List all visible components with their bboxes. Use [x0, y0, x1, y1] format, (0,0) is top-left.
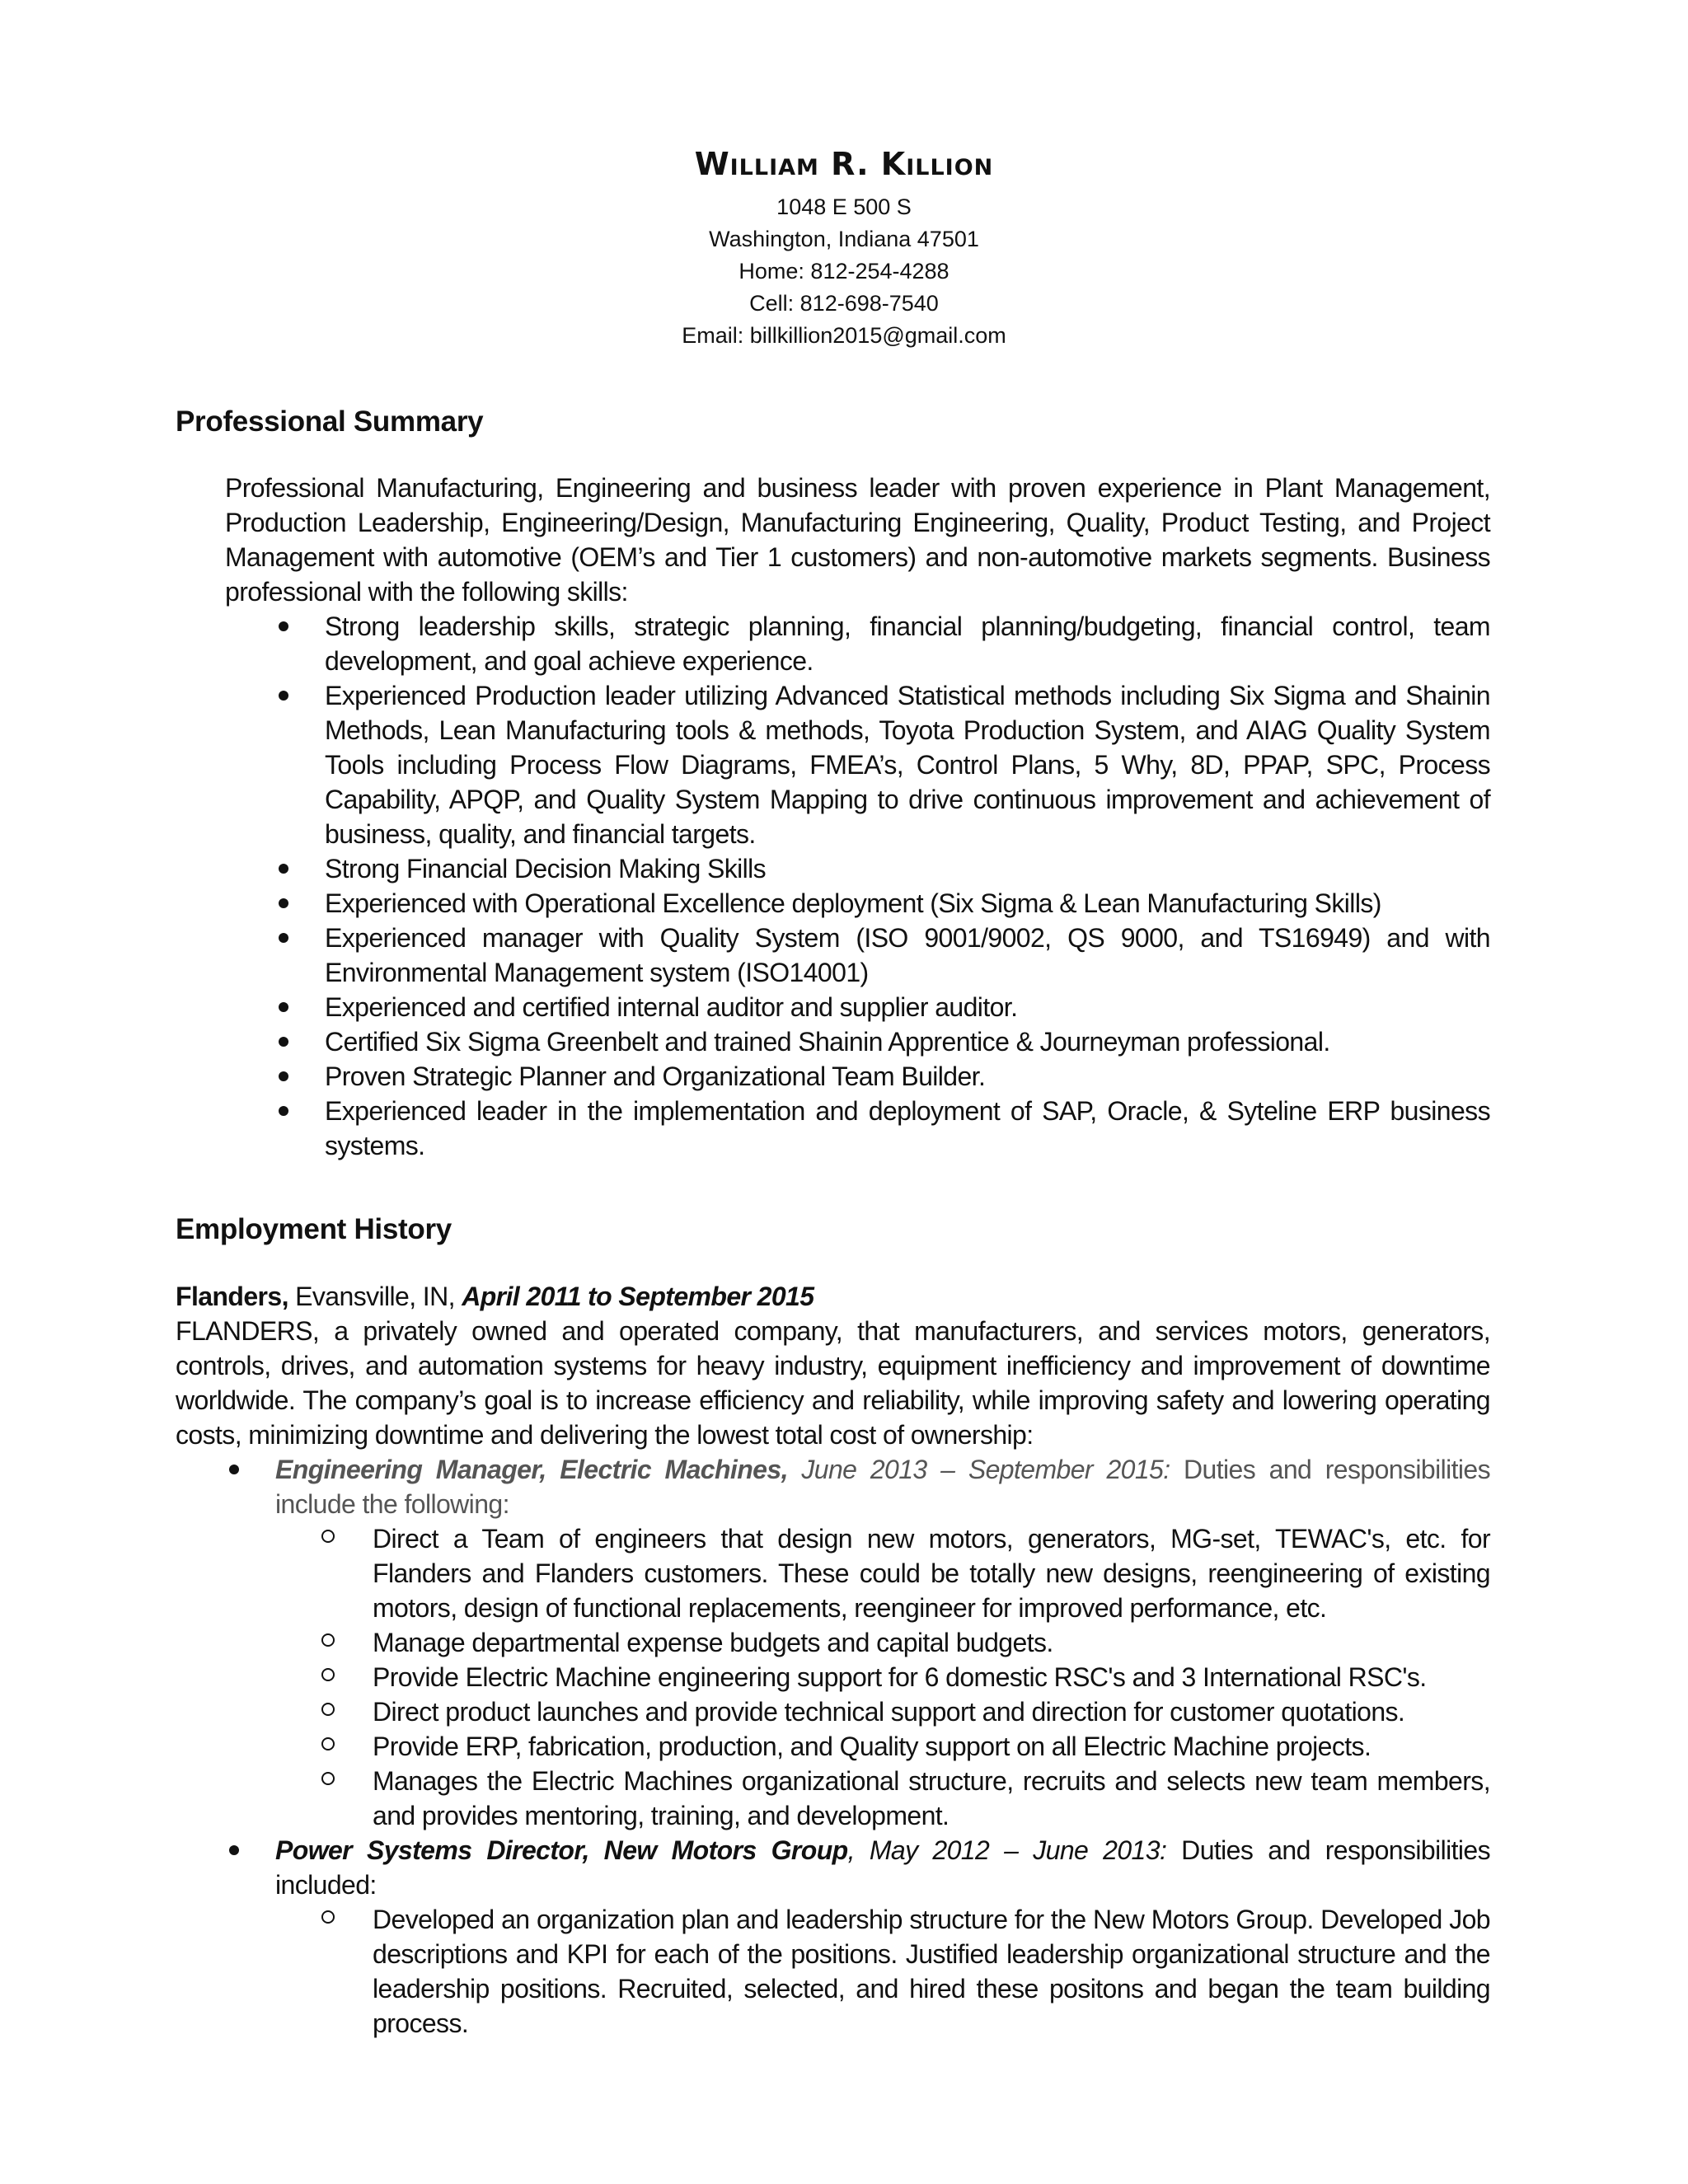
circle-bullet-icon [321, 1703, 335, 1716]
skill-text: Experienced leader in the implementation and deployment of SAP, Oracle, & Syteline ERP business systems. [325, 1096, 1490, 1160]
bullet-icon [279, 864, 288, 874]
role-list [176, 1452, 1490, 2041]
bullet-icon [279, 933, 288, 943]
bullet-icon [279, 691, 288, 701]
role-item [176, 1452, 1490, 1833]
list-item [225, 990, 1490, 1024]
skill-text: Strong leadership skills, strategic planning, financial planning/budgeting, financial control, team development, and goal achieve experience. [325, 612, 1490, 676]
list-item [225, 609, 1490, 678]
candidate-name: William R. Killion [694, 146, 994, 182]
company-line [176, 1279, 1490, 1314]
bullet-icon [229, 1845, 239, 1855]
summary-heading: Professional Summary [176, 405, 484, 438]
skill-text: Experienced with Operational Excellence deployment (Six Sigma & Lean Manufacturing Skills) [325, 888, 1381, 918]
list-item [225, 886, 1490, 921]
skill-text: Proven Strategic Planner and Organizational Team Builder. [325, 1062, 986, 1091]
summary-intro: Professional Manufacturing, Engineering and business leader with proven experience in Plant Management, Production Leadership, Engineering/Design, Manufacturing Engineering, Quality, Product Testing, and Project Management with automotive (OEM’s and Tier 1 customers) and non-automotive markets segments. Business professional with the following skills: [225, 473, 1490, 607]
company-description: FLANDERS, a privately owned and operated company, that manufacturers, and services motors, generators, controls, drives, and automation systems for heavy industry, equipment inefficiency and improvement of downtime worldwide. The company’s goal is to increase efficiency and reliability, while improving safety and lowering operating costs, minimizing downtime and delivering the lowest total cost of ownership: [176, 1316, 1490, 1450]
duty-text: Provide ERP, fabrication, production, and Quality support on all Electric Machine projects. [373, 1732, 1372, 1761]
skill-text: Strong Financial Decision Making Skills [325, 854, 767, 883]
role-item [176, 1833, 1490, 2041]
bullet-icon [279, 898, 288, 908]
address-line: 1048 E 500 S [776, 194, 912, 219]
skill-text: Certified Six Sigma Greenbelt and trained Shainin Apprentice & Journeyman professional. [325, 1027, 1330, 1057]
bullet-icon [279, 1037, 288, 1047]
role-lead: Duties and responsibilities included: [275, 1835, 1491, 1900]
list-item [275, 1521, 1490, 1625]
bullet-icon [279, 1106, 288, 1116]
list-item [275, 1660, 1490, 1694]
duty-text: Manage departmental expense budgets and capital budgets. [373, 1628, 1053, 1657]
duty-text: Provide Electric Machine engineering support for 6 domestic RSC's and 3 International RSC's. [373, 1662, 1427, 1692]
employment-heading: Employment History [176, 1213, 452, 1245]
list-item [225, 1094, 1490, 1163]
home-phone: Home: 812-254-4288 [738, 259, 950, 284]
list-item [275, 1625, 1490, 1660]
duty-text: Manages the Electric Machines organizational structure, recruits and selects new team members, and provides mentoring, training, and development. [373, 1766, 1490, 1830]
list-item [275, 1764, 1490, 1833]
bullet-icon [229, 1465, 239, 1474]
summary-block [225, 471, 1490, 1163]
circle-bullet-icon [321, 1668, 335, 1681]
duty-list [275, 1521, 1490, 1833]
circle-bullet-icon [321, 1633, 335, 1647]
list-item [225, 678, 1490, 851]
circle-bullet-icon [321, 1737, 335, 1750]
list-item [225, 921, 1490, 990]
skill-text: Experienced and certified internal auditor and supplier auditor. [325, 992, 1018, 1022]
circle-bullet-icon [321, 1910, 335, 1924]
employment-block [176, 1279, 1490, 2041]
duty-text: Direct a Team of engineers that design new motors, generators, MG-set, TEWAC's, etc. for Flanders and Flanders customers. These could be totally new designs, reengineering of existing motors, design of functional replacements, reengineer for improved performance, etc. [373, 1524, 1490, 1623]
list-item [225, 1024, 1490, 1059]
duty-text: Direct product launches and provide technical support and direction for customer quotations. [373, 1697, 1405, 1727]
skills-list [225, 609, 1490, 1163]
email-address: Email: billkillion2015@gmail.com [682, 323, 1006, 348]
circle-bullet-icon [321, 1530, 335, 1543]
role-lead: Duties and responsibilities include the following: [275, 1455, 1490, 1519]
list-item [275, 1694, 1490, 1729]
role-title: Engineering Manager, Electric Machines, [275, 1455, 788, 1484]
list-item [275, 1729, 1490, 1764]
role-dates: , May 2012 – June 2013: [847, 1835, 1167, 1865]
list-item [275, 1902, 1490, 2041]
bullet-icon [279, 1002, 288, 1012]
role-title: Power Systems Director, New Motors Group [275, 1835, 848, 1865]
circle-bullet-icon [321, 1772, 335, 1785]
resume-header [0, 145, 1688, 352]
list-item [225, 851, 1490, 886]
company-name: Flanders, [176, 1282, 288, 1311]
bullet-icon [279, 1071, 288, 1081]
skill-text: Experienced Production leader utilizing Advanced Statistical methods including Six Sigma and Shainin Methods, Lean Manufacturing tools & methods, Toyota Production System, and AIAG Quality System Tools including Process Flow Diagrams, FMEA’s, Control Plans, 5 Why, 8D, PPAP, SPC, Process Capability, APQP, and Quality System Mapping to drive continuous improvement and achievement of business, quality, and financial targets. [325, 681, 1490, 849]
cell-phone: Cell: 812-698-7540 [749, 291, 939, 316]
company-location: Evansville, IN, [288, 1282, 462, 1311]
company-dates: April 2011 to September 2015 [462, 1282, 814, 1311]
duty-list [275, 1902, 1490, 2041]
role-dates: June 2013 – September 2015: [787, 1455, 1170, 1484]
city-line: Washington, Indiana 47501 [709, 227, 979, 251]
list-item [225, 1059, 1490, 1094]
bullet-icon [279, 621, 288, 631]
skill-text: Experienced manager with Quality System (ISO 9001/9002, QS 9000, and TS16949) and with Environmental Management system (ISO14001) [325, 923, 1490, 987]
duty-text: Developed an organization plan and leadership structure for the New Motors Group. Developed Job descriptions and KPI for each of the positions. Justified leadership organizational structure and the leadership positions. Recruited, selected, and hired these positons and began the team building process. [373, 1905, 1490, 2038]
